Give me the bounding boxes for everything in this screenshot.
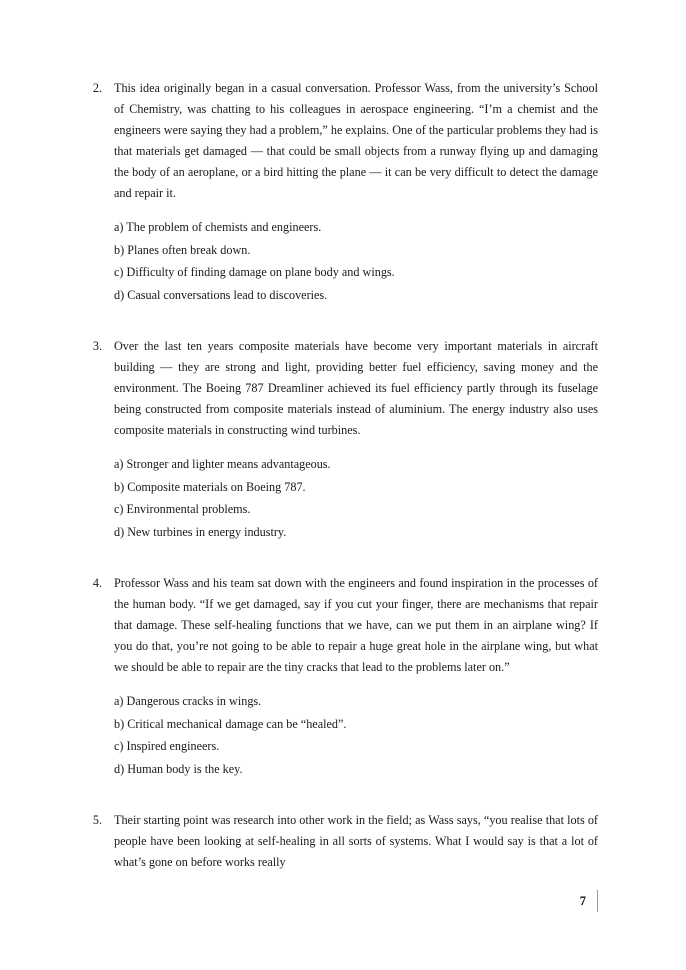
question-block-3 <box>88 336 598 543</box>
option-d[interactable]: d) Human body is the key. <box>114 761 243 776</box>
question-row <box>88 78 598 204</box>
question-number: 4. <box>92 576 102 590</box>
question-text: Their starting point was research into other work in the field; as Wass says, “you realise that lots of people have been looking at self-healing in all sorts of systems. What I would say is that a lot of what’s gone on before works really <box>114 813 598 869</box>
question-block-5 <box>88 810 598 873</box>
footer-divider <box>597 890 598 912</box>
question-row <box>88 336 598 441</box>
option-a[interactable]: a) Stronger and lighter means advantageous. <box>114 457 331 471</box>
question-row <box>88 810 598 873</box>
option-c[interactable]: c) Environmental problems. <box>114 502 251 516</box>
question-block-2 <box>88 78 598 306</box>
option-d[interactable]: d) Casual conversations lead to discoveries. <box>114 287 328 302</box>
question-number: 2. <box>92 81 102 95</box>
question-row <box>88 573 598 678</box>
question-text: This idea originally began in a casual conversation. Professor Wass, from the university’s School of Chemistry, was chatting to his colleagues in aerospace engineering. “I’m a chemist and the engineers were saying they had a problem,” he explains. One of the particular problems they had is that materials get damaged — that could be small objects from a runway flying up and damaging the body of an aeroplane, or a bird hitting the plane — it can be very difficult to detect the damage and repair it. <box>114 81 598 200</box>
question-text: Professor Wass and his team sat down with the engineers and found inspiration in the processes of the human body. “If we get damaged, say if you cut your finger, there are mechanisms that repair that damage. These self-healing functions that we have, can we put them in an airplane wing? If you do that, you’re not going to be able to repair a huge great hole in the airplane wing, but what we should be able to repair are the tiny cracks that lead to the problems later on.” <box>114 576 598 674</box>
option-list <box>88 454 598 543</box>
page-footer <box>580 890 598 912</box>
option-c[interactable]: c) Inspired engineers. <box>114 739 220 753</box>
page-number: 7 <box>579 893 586 908</box>
question-block-4 <box>88 573 598 780</box>
option-c[interactable]: c) Difficulty of finding damage on plane body and wings. <box>114 265 395 279</box>
option-b[interactable]: b) Composite materials on Boeing 787. <box>114 479 306 494</box>
option-a[interactable]: a) The problem of chemists and engineers. <box>114 220 322 234</box>
option-b[interactable]: b) Planes often break down. <box>114 242 251 257</box>
option-d[interactable]: d) New turbines in energy industry. <box>114 524 287 539</box>
option-a[interactable]: a) Dangerous cracks in wings. <box>114 694 262 708</box>
question-number: 5. <box>92 813 102 827</box>
option-b[interactable]: b) Critical mechanical damage can be “healed”. <box>114 716 347 731</box>
question-number: 3. <box>92 339 102 353</box>
question-text: Over the last ten years composite materials have become very important materials in aircraft building — they are strong and light, providing better fuel efficiency, saving money and the environment. The Boeing 787 Dreamliner achieved its fuel efficiency partly through its fuselage being constructed from composite materials instead of aluminium. The energy industry also uses composite materials in constructing wind turbines. <box>114 339 598 437</box>
page-content <box>88 78 598 873</box>
option-list <box>88 691 598 780</box>
option-list <box>88 217 598 306</box>
